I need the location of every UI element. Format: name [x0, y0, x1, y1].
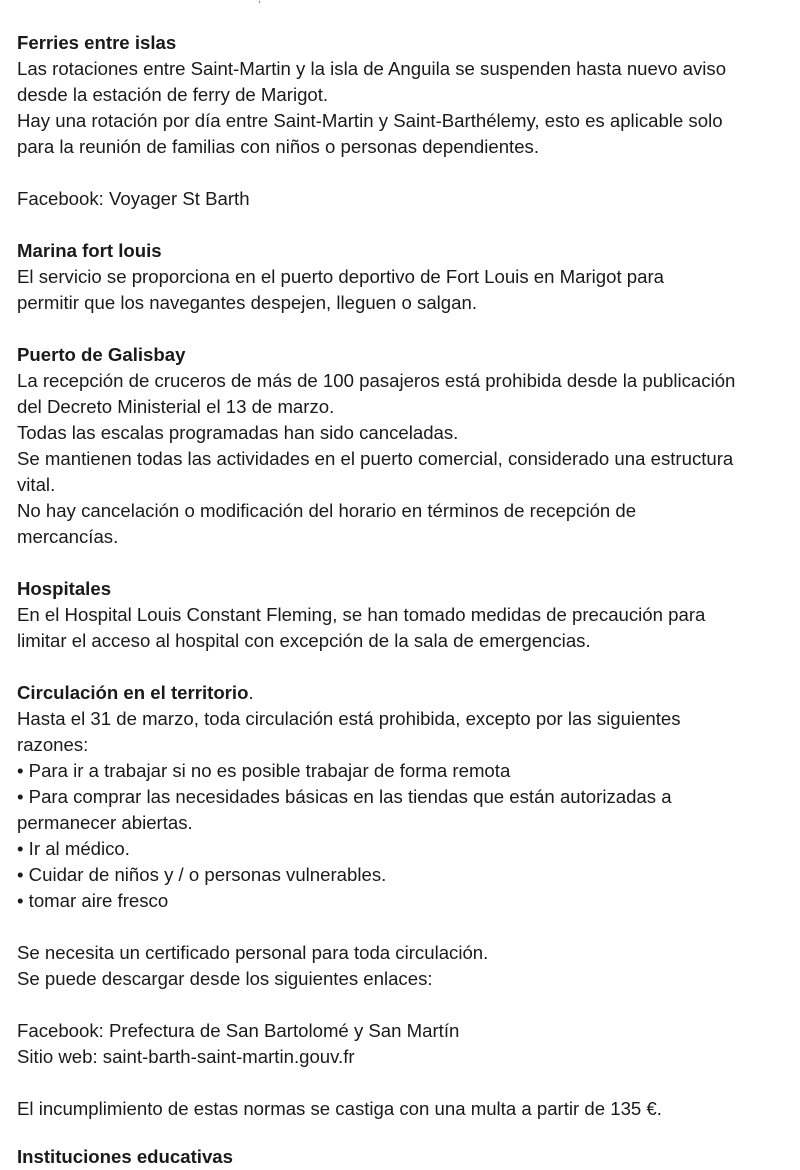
circulacion-line: Hasta el 31 de marzo, toda circulación está prohibida, excepto por las siguientes [17, 708, 681, 729]
ferries-line: Las rotaciones entre Saint-Martin y la isla de Anguila se suspenden hasta nuevo aviso [17, 58, 727, 79]
ferries-heading: Ferries entre islas [17, 32, 177, 53]
hospitales-line: limitar el acceso al hospital con excepción de la sala de emergencias. [17, 630, 591, 651]
circulacion-heading-suffix: . [248, 682, 254, 703]
certificate-line: Se puede descargar desde los siguientes enlaces: [17, 968, 433, 989]
galisbay-line: No hay cancelación o modificación del horario en términos de recepción de [17, 500, 637, 521]
website-link: Sitio web: saint-barth-saint-martin.gouv.fr [17, 1046, 355, 1067]
circulacion-bullet: • Cuidar de niños y / o personas vulnerables. [17, 864, 387, 885]
document-body [17, 30, 787, 1122]
circulacion-line: razones: [17, 734, 89, 755]
spacer [17, 160, 787, 186]
top-fragment [258, 0, 261, 5]
certificate-line: Se necesita un certificado personal para toda circulación. [17, 942, 489, 963]
spacer [17, 550, 787, 576]
galisbay-line: vital. [17, 474, 56, 495]
hospitales-heading: Hospitales [17, 578, 112, 599]
spacer [17, 992, 787, 1018]
ferries-line: Hay una rotación por día entre Saint-Martin y Saint-Barthélemy, esto es aplicable solo [17, 110, 723, 131]
galisbay-line: mercancías. [17, 526, 119, 547]
spacer [17, 212, 787, 238]
galisbay-line: La recepción de cruceros de más de 100 pasajeros está prohibida desde la publicación [17, 370, 736, 391]
marina-heading: Marina fort louis [17, 240, 162, 261]
spacer [17, 654, 787, 680]
galisbay-line: Se mantienen todas las actividades en el puerto comercial, considerado una estructura [17, 448, 734, 469]
galisbay-line: Todas las escalas programadas han sido canceladas. [17, 422, 459, 443]
ferries-facebook: Facebook: Voyager St Barth [17, 188, 250, 209]
hospitales-line: En el Hospital Louis Constant Fleming, se han tomado medidas de precaución para [17, 604, 706, 625]
ferries-line: desde la estación de ferry de Marigot. [17, 84, 329, 105]
marina-line: El servicio se proporciona en el puerto deportivo de Fort Louis en Marigot para [17, 266, 665, 287]
spacer [17, 914, 787, 940]
circulacion-bullet: • Ir al médico. [17, 838, 130, 859]
circulacion-bullet: • Para ir a trabajar si no es posible trabajar de forma remota [17, 760, 511, 781]
galisbay-heading: Puerto de Galisbay [17, 344, 186, 365]
circulacion-bullet: • tomar aire fresco [17, 890, 169, 911]
fine-notice: El incumplimiento de estas normas se castiga con una multa a partir de 135 €. [17, 1098, 662, 1119]
facebook-link: Facebook: Prefectura de San Bartolomé y San Martín [17, 1020, 460, 1041]
circulacion-line: permanecer abiertas. [17, 812, 193, 833]
circulacion-heading-row [17, 680, 787, 706]
next-section-heading: Instituciones educativas [17, 1146, 233, 1167]
ferries-line: para la reunión de familias con niños o personas dependientes. [17, 136, 540, 157]
galisbay-line: del Decreto Ministerial el 13 de marzo. [17, 396, 335, 417]
marina-line: permitir que los navegantes despejen, lleguen o salgan. [17, 292, 477, 313]
spacer [17, 1070, 787, 1096]
circulacion-heading: Circulación en el territorio [17, 682, 249, 703]
circulacion-bullet: • Para comprar las necesidades básicas en las tiendas que están autorizadas a [17, 786, 672, 807]
spacer [17, 316, 787, 342]
